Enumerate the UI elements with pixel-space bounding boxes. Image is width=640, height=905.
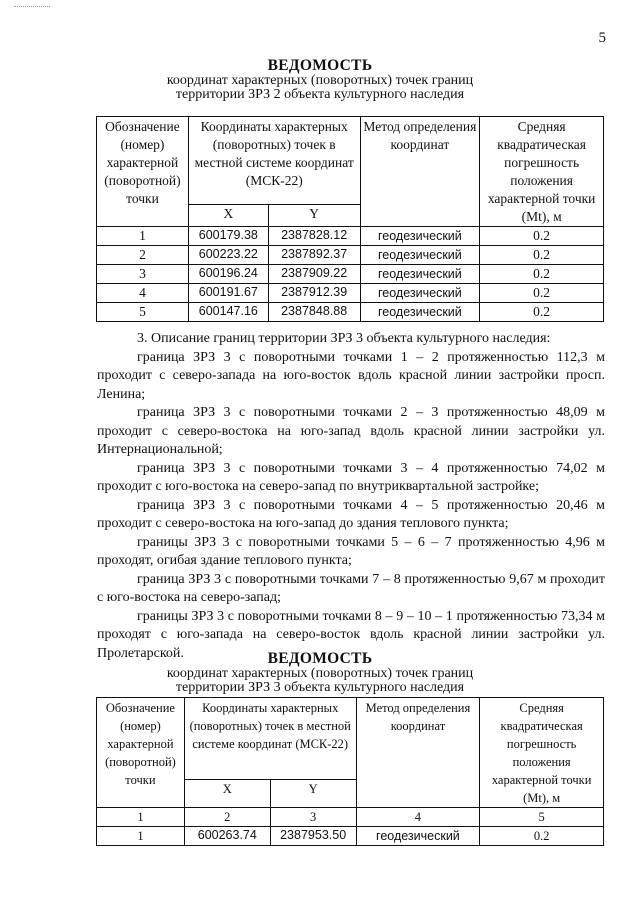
cell-x: 600147.16 xyxy=(188,303,268,322)
cell-method: геодезический xyxy=(360,227,480,246)
column-number: 1 xyxy=(97,808,185,827)
section-heading: 3. Описание границ территории ЗРЗ 3 объекта культурного наследия: xyxy=(137,331,551,346)
header-method: Метод определения координат xyxy=(356,698,480,808)
scan-corner-mark xyxy=(14,6,50,9)
boundary-paragraph: граница ЗРЗ 3 с поворотными точками 4 – 5 протяженностью 20,46 м проходит с северо-востока на юго-запад до здания теплового пункта; xyxy=(97,497,605,531)
cell-method: геодезический xyxy=(360,246,480,265)
cell-y: 2387909.22 xyxy=(268,265,360,284)
table-row xyxy=(97,827,604,846)
cell-y: 2387828.12 xyxy=(268,227,360,246)
boundary-paragraph: границы ЗРЗ 3 с поворотными точками 8 – 9 – 10 – 1 протяженностью 73,34 м проходят с юго-запада на северо-восток вдоль красной линии застройки ул. Пролетарской. xyxy=(97,608,605,661)
cell-accuracy: 0.2 xyxy=(480,265,604,284)
table-header-row xyxy=(97,117,604,205)
cell-x: 600196.24 xyxy=(188,265,268,284)
column-number: 3 xyxy=(270,808,356,827)
header-x: X xyxy=(184,780,270,808)
cell-point: 1 xyxy=(97,827,185,846)
cell-x: 600179.38 xyxy=(188,227,268,246)
cell-point: 4 xyxy=(97,284,189,303)
cell-y: 2387912.39 xyxy=(268,284,360,303)
boundary-paragraph: границы ЗРЗ 3 с поворотными точками 5 – 6 – 7 протяженностью 4,96 м проходят, огибая здание теплового пункта; xyxy=(97,534,605,568)
column-number: 5 xyxy=(480,808,604,827)
boundary-paragraph: граница ЗРЗ 3 с поворотными точками 7 – 8 протяженностью 9,67 м проходит с юго-востока на северо-запад; xyxy=(97,571,605,605)
cell-method: геодезический xyxy=(360,303,480,322)
cell-y: 2387892.37 xyxy=(268,246,360,265)
cell-point: 3 xyxy=(97,265,189,284)
cell-method: геодезический xyxy=(356,827,480,846)
table1-title-block xyxy=(0,57,640,102)
cell-point: 2 xyxy=(97,246,189,265)
table-row xyxy=(97,265,604,284)
column-number: 4 xyxy=(356,808,480,827)
cell-x: 600263.74 xyxy=(184,827,270,846)
header-coords: Координаты характерных (поворотных) точек в местной системе координат (МСК-22) xyxy=(188,117,360,205)
table2-title: ВЕДОМОСТЬ xyxy=(267,650,373,667)
coordinates-table-zrz3 xyxy=(96,697,604,846)
header-coords: Координаты характерных (поворотных) точек в местной системе координат (МСК-22) xyxy=(184,698,356,780)
cell-x: 600223.22 xyxy=(188,246,268,265)
column-numbering-row xyxy=(97,808,604,827)
table1-title: ВЕДОМОСТЬ xyxy=(267,57,373,74)
header-x: X xyxy=(188,204,268,226)
cell-accuracy: 0.2 xyxy=(480,284,604,303)
cell-method: геодезический xyxy=(360,284,480,303)
boundary-paragraph: граница ЗРЗ 3 с поворотными точками 1 – 2 протяженностью 112,3 м проходит с северо-запада на юго-восток вдоль красной линии застройки просп. Ленина; xyxy=(97,349,605,402)
table1-subtitle-line2: территории ЗРЗ 2 объекта культурного наследия xyxy=(175,87,465,102)
cell-accuracy: 0.2 xyxy=(480,827,604,846)
table1-subtitle-line1: координат характерных (поворотных) точек границ xyxy=(166,73,474,88)
header-point: Обозначение (номер) характерной (поворотной) точки xyxy=(97,698,185,808)
cell-x: 600191.67 xyxy=(188,284,268,303)
cell-accuracy: 0.2 xyxy=(480,227,604,246)
table2-title-block xyxy=(0,650,640,695)
cell-point: 5 xyxy=(97,303,189,322)
table-row xyxy=(97,227,604,246)
cell-accuracy: 0.2 xyxy=(480,303,604,322)
cell-method: геодезический xyxy=(360,265,480,284)
cell-accuracy: 0.2 xyxy=(480,246,604,265)
coordinates-table-zrz2 xyxy=(96,116,604,322)
page-number: 5 xyxy=(598,30,606,46)
table-row xyxy=(97,246,604,265)
header-point: Обозначение (номер) характерной (поворотной) точки xyxy=(97,117,189,227)
table-row xyxy=(97,284,604,303)
cell-point: 1 xyxy=(97,227,189,246)
header-method: Метод определения координат xyxy=(360,117,480,227)
boundary-paragraph: граница ЗРЗ 3 с поворотными точками 3 – 4 протяженностью 74,02 м проходит с юго-востока на северо-запад по внутриквартальной застройке; xyxy=(97,460,605,494)
table2-subtitle-line2: территории ЗРЗ 3 объекта культурного наследия xyxy=(175,680,465,695)
table-row xyxy=(97,303,604,322)
header-accuracy: Средняя квадратическая погрешность положения характерной точки (Mt), м xyxy=(480,698,604,808)
cell-y: 2387953.50 xyxy=(270,827,356,846)
header-y: Y xyxy=(268,204,360,226)
header-y: Y xyxy=(270,780,356,808)
table-header-row xyxy=(97,698,604,780)
header-accuracy: Средняя квадратическая погрешность положения характерной точки (Mt), м xyxy=(480,117,604,227)
table2-subtitle-line1: координат характерных (поворотных) точек границ xyxy=(166,666,474,681)
boundary-description xyxy=(97,330,605,663)
cell-y: 2387848.88 xyxy=(268,303,360,322)
column-number: 2 xyxy=(184,808,270,827)
boundary-paragraph: граница ЗРЗ 3 с поворотными точками 2 – 3 протяженностью 48,09 м проходит с северо-востока на юго-запад вдоль красной линии застройки ул. Интернациональной; xyxy=(97,405,605,457)
